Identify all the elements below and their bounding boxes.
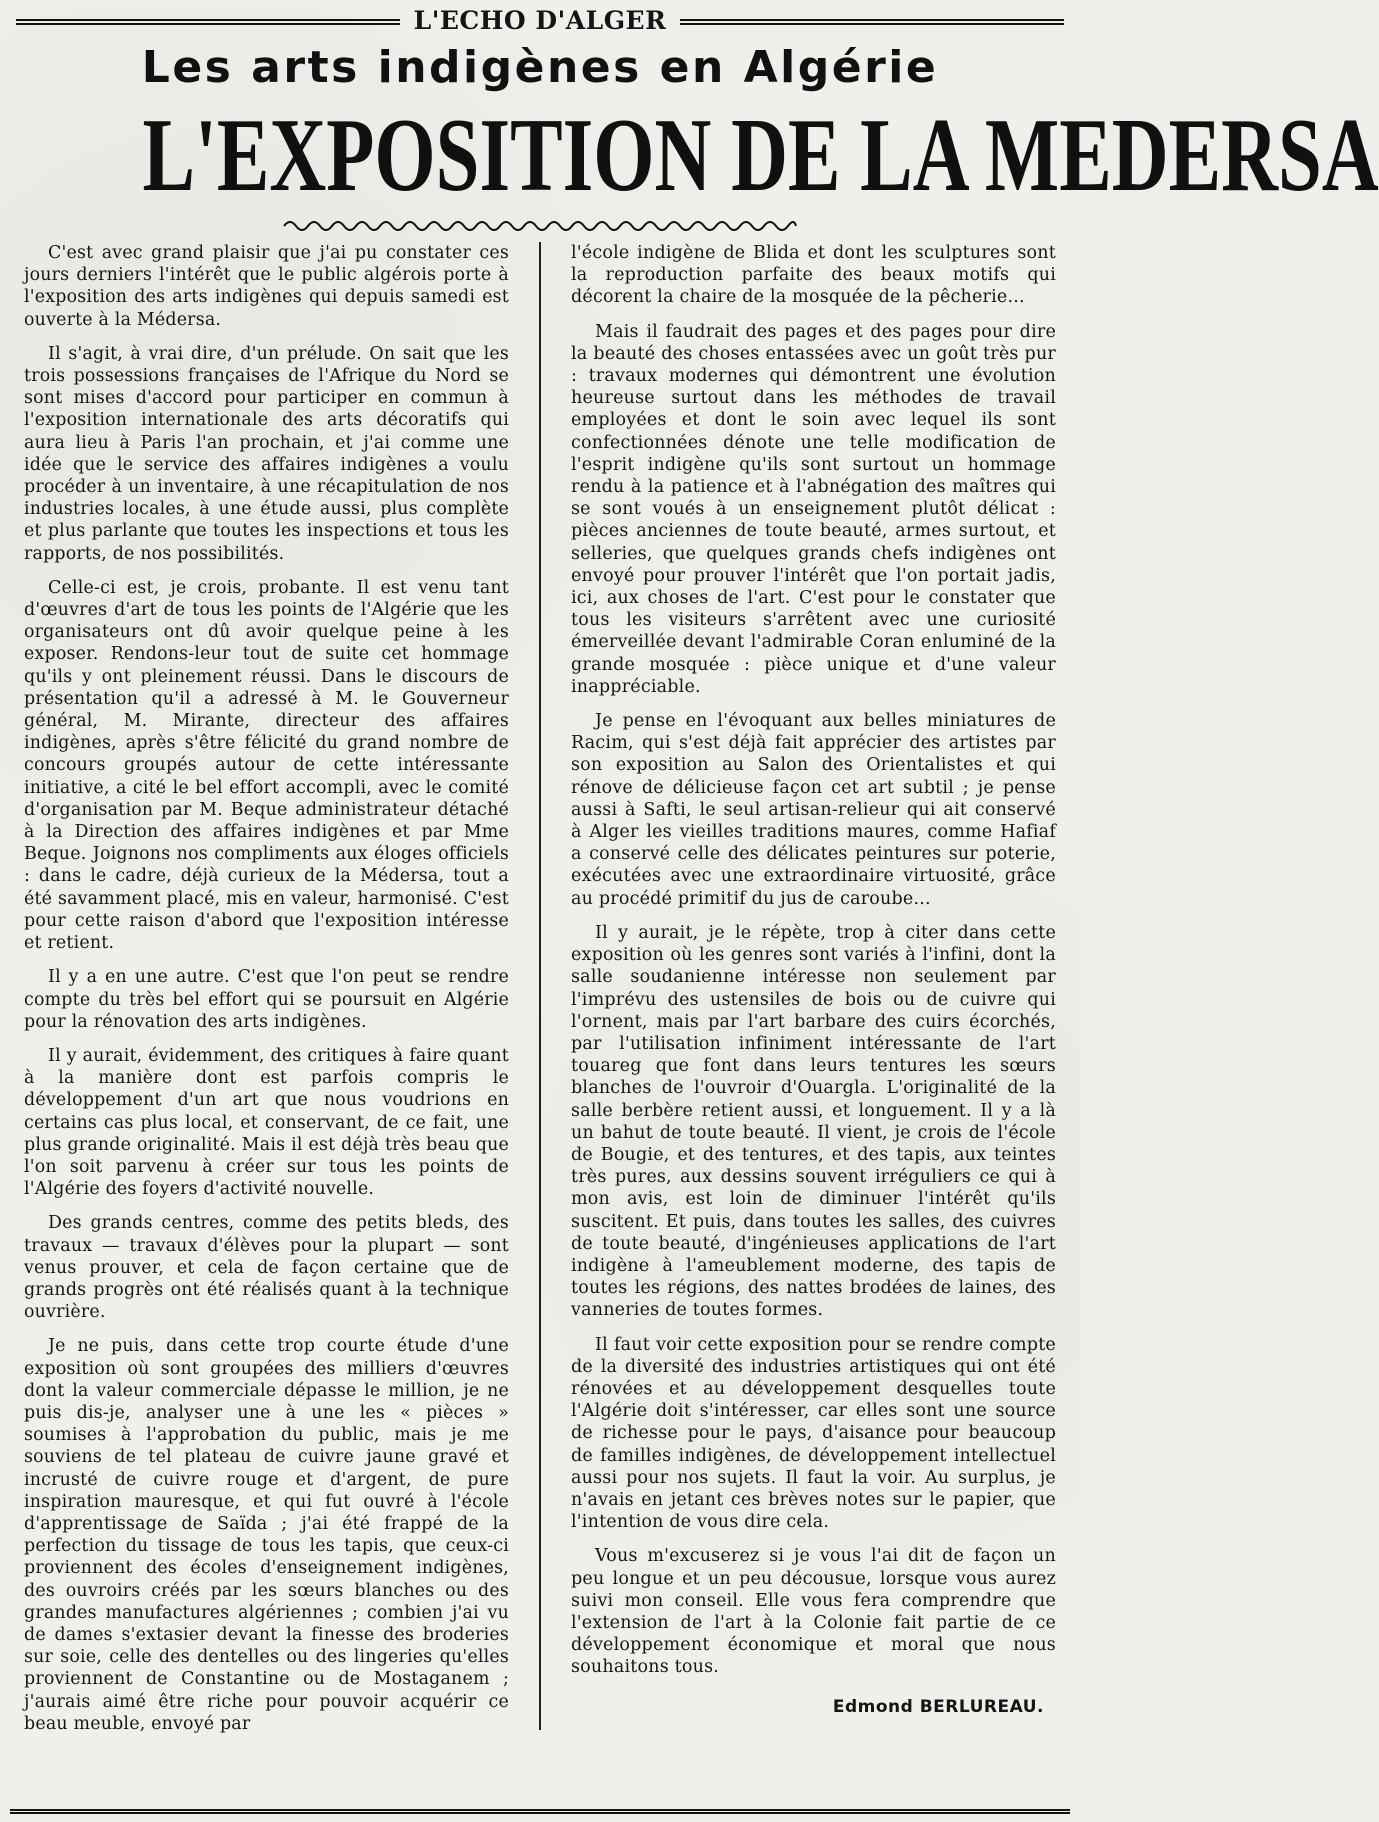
newspaper-name: L'ECHO D'ALGER (400, 4, 681, 38)
left-column (14, 242, 519, 1756)
author-signature: Edmond BERLUREAU. (832, 1696, 1044, 1717)
bottom-rule (10, 1809, 1070, 1814)
paragraph: Des grands centres, comme des petits bleds, des travaux — travaux d'élèves pour la plupart — sont venus prouver, et cela de façon certaine que de grands progrès ont été réalisés quant à la technique ouvrière. (24, 1213, 509, 1323)
masthead (10, 4, 1070, 38)
paragraph: l'école indigène de Blida et dont les sculptures sont la reproduction parfaite des beaux motifs qui décorent la chaire de la mosquée de la pêcherie... (571, 243, 1056, 308)
paragraph: Il faut voir cette exposition pour se rendre compte de la diversité des industries artistiques qui ont été rénovées et au développement desquelles toute l'Algérie doit s'intéresser, car elles sont une source de richesse pour le pays, d'aisance pour beaucoup de familles indigènes, de développement intellectuel aussi pour nos sujets. Il faut la voir. Au surplus, je n'avais en jetant ces brèves notes sur le papier, que l'intention de vous dire cela. (571, 1334, 1056, 1533)
paragraph: Vous m'excuserez si je vous l'ai dit de façon un peu longue et un peu décousue, lorsque vous aurez suivi mon conseil. Elle vous fera comprendre que l'extension de l'art à la Colonie fait partie de ce développement économique et moral que nous souhaitons tous. (571, 1546, 1056, 1678)
article-headline: L'EXPOSITION DE LA MEDERSA (142, 96, 1379, 213)
column-divider (539, 242, 541, 1730)
paragraph: Il y aurait, je le répète, trop à citer dans cette exposition où les genres sont variés à l'infini, dont la salle soudanienne intéresse non seulement par l'imprévu des ustensiles de bois ou de cuivre qui l'ornent, mais par l'art barbare des cuirs écorchés, par l'utilisation infiniment intéressante de l'art touareg que font dans leurs tentures les sœurs blanches de l'ouvroir d'Ouargla. L'originalité de la salle berbère retient aussi, et longuement. Il y a là un bahut de toute beauté. Il vient, je crois de l'école de Bougie, et des tentures, et des tapis, aux teintes très pures, aux dessins souvent irréguliers ce qui à mon avis, est loin de diminuer l'intérêt qu'ils suscitent. Et puis, dans toutes les salles, des cuivres de toute beauté, d'ingénieuses applications de l'art indigène à l'ameublement moderne, des tapis de toutes les régions, des nattes brodées de laines, des vanneries de toutes formes. (571, 922, 1056, 1321)
article-columns (14, 242, 1066, 1756)
paragraph: Celle-ci est, je crois, probante. Il est venu tant d'œuvres d'art de tous les points de l'Algérie que les organisateurs ont dû avoir quelque peine à les exposer. Rendons-leur tout de suite cet hommage qu'ils y ont pleinement réussi. Dans le discours de présentation qu'il a adressé à M. le Gouverneur général, M. Mirante, directeur des affaires indigènes, après s'être félicité du grand nombre de concours groupés autour de cette intéressante initiative, a cité le bel effort accompli, avec le comité d'organisation par M. Beque administrateur détaché à la Direction des affaires indigènes et par Mme Beque. Joignons nos compliments aux éloges officiels : dans le cadre, déjà curieux de la Médersa, tout a été savamment placé, mis en valeur, harmonisé. C'est pour cette raison d'abord que l'exposition intéresse et retient. (24, 577, 509, 954)
newspaper-page (0, 4, 1379, 1822)
paragraph: Il y aurait, évidemment, des critiques à faire quant à la manière dont est parfois compris le développement d'un art que nous voudrions en certains cas plus local, et conservant, de ce fait, une plus grande originalité. Mais il est déjà très beau que l'on soit parvenu à créer sur tous les points de l'Algérie des foyers d'activité nouvelle. (24, 1045, 509, 1200)
wavy-rule-icon (280, 214, 800, 238)
decorative-wavy-rule (280, 214, 800, 238)
right-column (561, 242, 1066, 1756)
paragraph: Il y a en une autre. C'est que l'on peut se rendre compte du très bel effort qui se poursuit en Algérie pour la rénovation des arts indigènes. (24, 967, 509, 1032)
section-kicker: Les arts indigènes en Algérie (141, 42, 939, 93)
paragraph: Mais il faudrait des pages et des pages pour dire la beauté des choses entassées avec un goût très pur : travaux modernes qui démontrent une évolution heureuse surtout dans les méthodes de travail employées et dont le soin avec lequel ils sont confectionnées dénote une telle modification de l'esprit indigène qu'ils sont surtout un hommage rendu à la patience et à l'abnégation des maîtres qui se sont voués à un enseignement plutôt délicat : pièces anciennes de toute beauté, armes surtout, et selleries, que quelques grands chefs indigènes ont envoyé pour prouver l'intérêt que l'on portait jadis, ici, aux choses de l'art. C'est pour le constater que tous les visiteurs s'arrêtent avec une curiosité émerveillée devant l'admirable Coran enluminé de la grande mosquée : pièce unique et d'une valeur inappréciable. (571, 321, 1056, 697)
paragraph: Je ne puis, dans cette trop courte étude d'une exposition où sont groupées des milliers d'œuvres dont la valeur commerciale dépasse le million, je ne puis dis-je, analyser une à une les « pièces » soumises à l'approbation du public, mais je me souviens de tel plateau de cuivre jaune gravé et incrusté de cuivre rouge et d'argent, de pure inspiration mauresque, et qui fut ouvré à l'école d'apprentissage de Saïda ; j'ai été frappé de la perfection du tissage de tous les tapis, que ceux-ci proviennent des écoles d'enseignement indigènes, des ouvroirs créés par les sœurs blanches ou des grandes manufactures algériennes ; combien j'ai vu de dames s'extasier devant la finesse des broderies sur soie, celle des dentelles ou des lingeries qu'elles proviennent de Constantine ou de Mostaganem ; j'aurais aimé être riche pour pouvoir acquérir ce beau meuble, envoyé par (24, 1336, 509, 1734)
paragraph: C'est avec grand plaisir que j'ai pu constater ces jours derniers l'intérêt que le public algérois porte à l'exposition des arts indigènes qui depuis samedi est ouverte à la Médersa. (24, 243, 509, 330)
paragraph: Il s'agit, à vrai dire, d'un prélude. On sait que les trois possessions françaises de l'Afrique du Nord se sont mises d'accord pour participer en commun à l'exposition internationale des arts décoratifs qui aura lieu à Paris l'an prochain, et j'ai comme une idée que le service des affaires indigènes a voulu procéder à un inventaire, à une récapitulation de nos industries locales, à une étude aussi, plus complète et plus parlante que toutes les inspections et tous les rapports, de nos possibilités. (24, 343, 509, 564)
paragraph: Je pense en l'évoquant aux belles miniatures de Racim, qui s'est déjà fait apprécier des artistes par son exposition au Salon des Orientalistes et qui rénove de délicieuse façon cet art subtil ; je pense aussi à Safti, le seul artisan-relieur qui ait conservé à Alger les vieilles traditions maures, comme Hafiaf a conservé celle des délicates peintures sur poterie, exécutées avec une extraordinaire virtuosité, grâce au procédé primitif du jus de caroube... (571, 711, 1056, 909)
